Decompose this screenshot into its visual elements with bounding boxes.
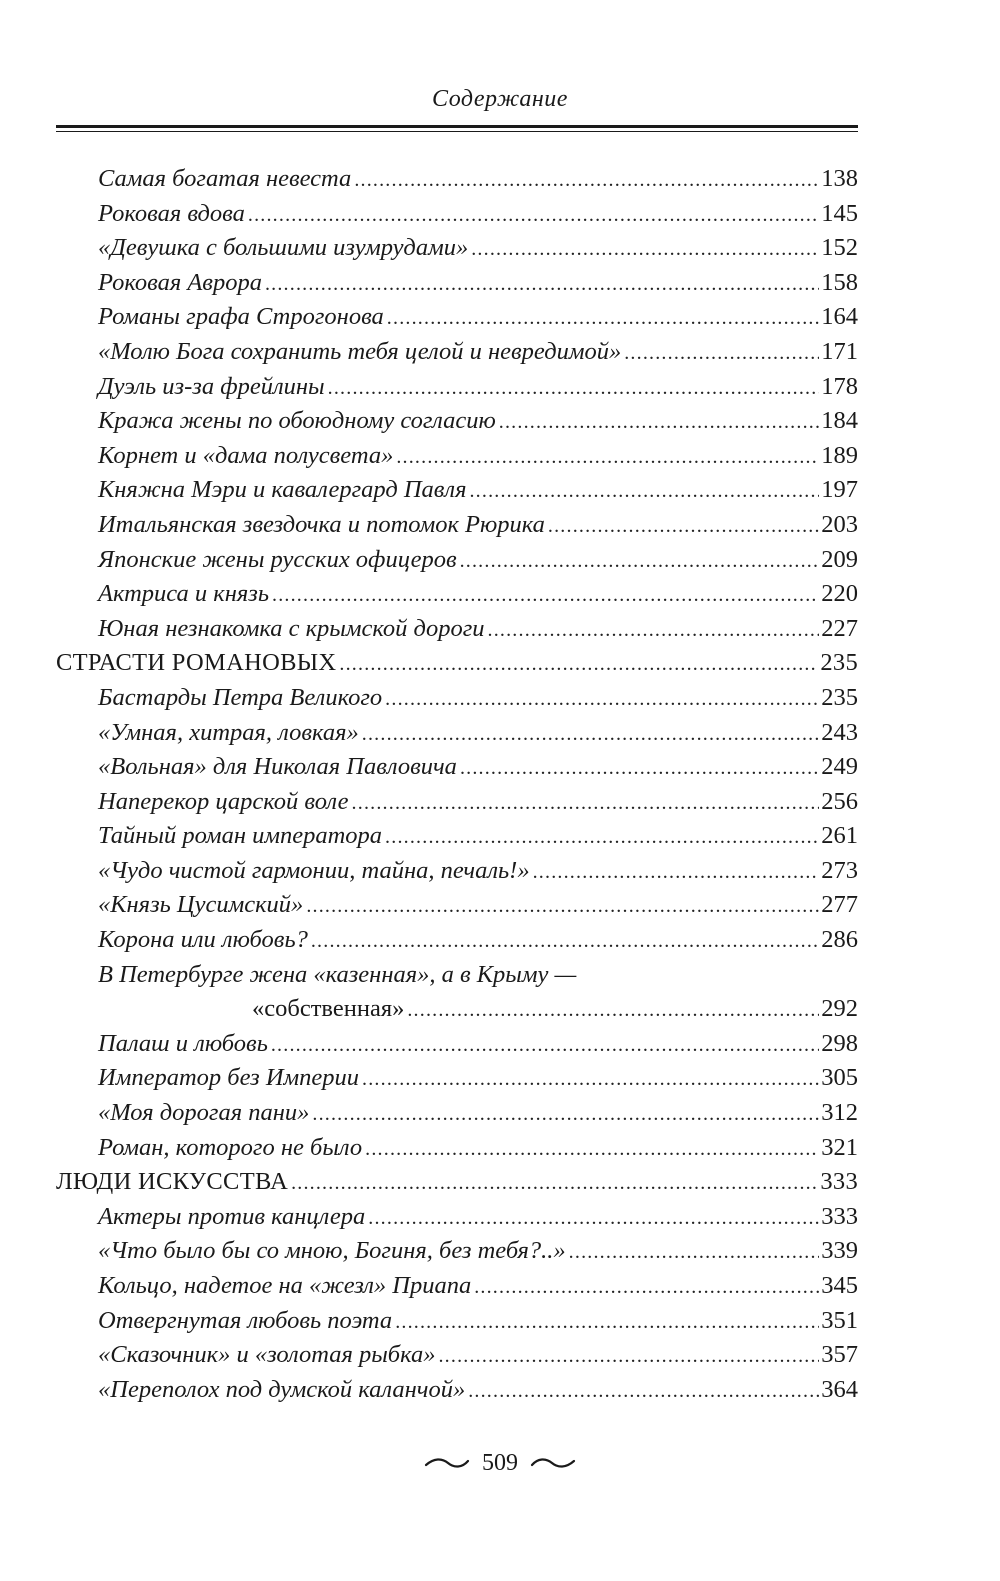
toc-page-number: 321 xyxy=(821,1133,858,1161)
toc-page-number: 351 xyxy=(821,1306,858,1334)
toc-dot-leader xyxy=(368,1201,819,1236)
toc-entry-row xyxy=(56,819,858,854)
toc-page-number: 184 xyxy=(821,407,858,435)
toc-page-number: 305 xyxy=(821,1064,858,1092)
toc-dot-leader xyxy=(569,1235,820,1270)
toc-dot-leader xyxy=(339,647,818,682)
toc-dot-leader xyxy=(407,993,819,1028)
table-of-contents xyxy=(56,162,858,1407)
toc-page-number: 152 xyxy=(821,234,858,262)
toc-entry-title: «Умная, хитрая, ловкая» xyxy=(98,718,359,746)
toc-entry-row xyxy=(56,681,858,716)
toc-entry-row xyxy=(56,716,858,751)
toc-entry-row xyxy=(56,266,858,301)
toc-section-title: ЛЮДИ ИСКУССТВА xyxy=(56,1168,289,1196)
toc-entry-row xyxy=(56,923,858,958)
toc-dot-leader xyxy=(265,267,819,302)
toc-entry-title: Княжна Мэри и кавалергард Павля xyxy=(98,476,467,504)
toc-dot-leader xyxy=(385,682,819,717)
toc-entry-title: Бастарды Петра Великого xyxy=(98,683,383,711)
toc-page-number: 333 xyxy=(820,1168,858,1196)
toc-page-number: 345 xyxy=(821,1272,858,1299)
toc-dot-leader xyxy=(291,1166,818,1201)
running-header-title: Содержание xyxy=(432,86,568,112)
toc-page-number: 249 xyxy=(821,753,858,781)
toc-entry-title: Император без Империи xyxy=(98,1064,360,1092)
toc-page-number: 292 xyxy=(821,995,858,1023)
toc-entry-title: «Молю Бога сохранить тебя целой и невредимой» xyxy=(98,337,622,365)
toc-entry-title: Роман, которого не было xyxy=(98,1133,363,1161)
toc-dot-leader xyxy=(624,336,819,371)
toc-entry-title: Самая богатая невеста xyxy=(98,165,352,192)
toc-entry-title: В Петербурге жена «казенная», а в Крыму — xyxy=(98,960,577,988)
toc-entry-row xyxy=(56,750,858,785)
toc-entry-row xyxy=(56,543,858,578)
header-rule-thin xyxy=(56,131,858,132)
toc-page-number: 273 xyxy=(821,856,858,884)
toc-entry-title: «собственная» xyxy=(252,995,405,1023)
toc-entry-row xyxy=(56,992,858,1027)
page-footer xyxy=(0,1449,1000,1477)
toc-page-number: 197 xyxy=(821,476,858,504)
toc-entry-row xyxy=(56,162,858,197)
toc-page-number: 333 xyxy=(821,1202,858,1230)
toc-entry-title: «Переполох под думской каланчой» xyxy=(98,1375,466,1403)
toc-section-row xyxy=(56,1165,858,1200)
toc-entry-row xyxy=(56,854,858,889)
toc-dot-leader xyxy=(272,578,819,613)
toc-entry-row xyxy=(56,473,858,508)
toc-entry-title: Романы графа Строгонова xyxy=(98,303,384,331)
toc-entry-title: Дуэль из-за фрейлины xyxy=(98,372,325,400)
toc-entry-row xyxy=(56,439,858,474)
toc-page-number: 220 xyxy=(821,580,858,608)
toc-page-number: 189 xyxy=(821,441,858,469)
toc-entry-title: Юная незнакомка с крымской дороги xyxy=(98,614,485,642)
toc-dot-leader xyxy=(362,717,819,752)
toc-page-number: 277 xyxy=(821,891,858,919)
toc-entry-row xyxy=(56,370,858,405)
toc-page-number: 203 xyxy=(821,510,858,538)
toc-page-number: 145 xyxy=(821,199,858,227)
toc-page-number: 235 xyxy=(821,683,858,711)
toc-page-number: 312 xyxy=(821,1099,858,1127)
toc-entry-row xyxy=(56,508,858,543)
toc-dot-leader xyxy=(387,301,819,336)
toc-page-number: 178 xyxy=(821,372,858,400)
toc-dot-leader xyxy=(438,1339,819,1374)
toc-dot-leader xyxy=(312,1097,819,1132)
toc-dot-leader xyxy=(460,751,819,786)
toc-dot-leader xyxy=(362,1062,819,1097)
toc-entry-title: Наперекор царской воле xyxy=(98,787,349,815)
toc-dot-leader xyxy=(499,405,819,440)
toc-page-number: 227 xyxy=(821,614,858,642)
toc-entry-title: Кража жены по обоюдному согласию xyxy=(98,407,496,435)
toc-entry-row xyxy=(56,404,858,439)
toc-entry-row xyxy=(56,231,858,266)
toc-entry-title: «Моя дорогая пани» xyxy=(98,1099,310,1127)
toc-entry-title: Отвергнутая любовь поэта xyxy=(98,1306,393,1334)
toc-dot-leader xyxy=(469,474,819,509)
toc-section-row xyxy=(56,646,858,681)
toc-dot-leader xyxy=(385,820,819,855)
header-rule-thick xyxy=(56,125,858,128)
toc-entry-row xyxy=(56,1061,858,1096)
left-swash-ornament-icon xyxy=(424,1450,470,1477)
toc-entry-title: «Что было бы со мною, Богиня, без тебя?..» xyxy=(98,1237,566,1265)
toc-entry-row xyxy=(56,335,858,370)
toc-dot-leader xyxy=(395,1305,819,1340)
toc-page-number: 298 xyxy=(821,1029,858,1057)
toc-page-number: 209 xyxy=(821,545,858,573)
toc-page-number: 256 xyxy=(821,787,858,815)
toc-entry-title: «Сказочник» и «золотая рыбка» xyxy=(98,1341,436,1369)
toc-entry-row xyxy=(56,197,858,232)
toc-entry-row xyxy=(56,1027,858,1062)
toc-entry-title: Корнет и «дама полусвета» xyxy=(98,441,394,469)
toc-dot-leader xyxy=(533,855,820,890)
toc-page-number: 261 xyxy=(821,822,858,850)
toc-entry-row xyxy=(56,1338,858,1373)
toc-dot-leader xyxy=(354,163,819,198)
toc-entry-title: Актеры против канцлера xyxy=(98,1202,366,1230)
toc-entry-row xyxy=(56,1373,858,1408)
toc-dot-leader xyxy=(468,1374,819,1409)
toc-dot-leader xyxy=(352,786,820,821)
toc-entry-row xyxy=(56,888,858,923)
toc-section-title: СТРАСТИ РОМАНОВЫХ xyxy=(56,649,337,677)
toc-page-number: 243 xyxy=(821,718,858,746)
toc-entry-row xyxy=(56,1234,858,1269)
toc-entry-title: Актриса и князь xyxy=(98,580,269,608)
toc-page-number: 235 xyxy=(820,649,858,677)
toc-page-number: 158 xyxy=(821,268,858,296)
toc-dot-leader xyxy=(548,509,819,544)
toc-entry-title: Итальянская звездочка и потомок Рюрика xyxy=(98,510,545,538)
toc-dot-leader xyxy=(474,1270,819,1305)
toc-entry-title: «Князь Цусимский» xyxy=(98,891,304,919)
toc-page-number: 171 xyxy=(821,337,858,365)
right-swash-ornament-icon xyxy=(530,1450,576,1477)
toc-entry-title: Кольцо, надетое на «жезл» Приапа xyxy=(98,1272,472,1299)
toc-entry-title: Роковая Аврора xyxy=(98,268,262,296)
toc-entry-row xyxy=(56,577,858,612)
toc-entry-row xyxy=(56,958,858,993)
toc-entry-row xyxy=(56,785,858,820)
toc-entry-title: Тайный роман императора xyxy=(98,822,383,850)
toc-entry-row xyxy=(56,1304,858,1339)
toc-dot-leader xyxy=(271,1028,819,1063)
toc-page-number: 286 xyxy=(821,926,858,954)
toc-entry-title: «Чудо чистой гармонии, тайна, печаль!» xyxy=(98,856,530,884)
toc-entry-title: «Девушка с большими изумрудами» xyxy=(98,234,469,262)
toc-dot-leader xyxy=(471,232,819,267)
toc-dot-leader xyxy=(306,889,819,924)
toc-page-number: 138 xyxy=(821,165,858,192)
toc-entry-title: «Вольная» для Николая Павловича xyxy=(98,753,457,781)
toc-entry-row xyxy=(56,1131,858,1166)
toc-entry-title: Палаш и любовь xyxy=(98,1029,268,1057)
toc-entry-title: Корона или любовь? xyxy=(98,926,308,954)
toc-entry-row xyxy=(56,1096,858,1131)
toc-dot-leader xyxy=(311,924,819,959)
toc-dot-leader xyxy=(365,1132,819,1167)
toc-entry-title: Японские жены русских офицеров xyxy=(98,545,457,573)
toc-entry-row xyxy=(56,1269,858,1304)
toc-dot-leader xyxy=(396,440,819,475)
toc-entry-title: Роковая вдова xyxy=(98,199,245,227)
toc-dot-leader xyxy=(328,371,820,406)
toc-entry-row xyxy=(56,300,858,335)
toc-entry-row xyxy=(56,612,858,647)
page-number: 509 xyxy=(482,1449,518,1476)
toc-page-number: 164 xyxy=(821,303,858,331)
toc-dot-leader xyxy=(460,544,820,579)
toc-entry-row xyxy=(56,1200,858,1235)
toc-page-number: 364 xyxy=(821,1375,858,1403)
toc-dot-leader xyxy=(488,613,820,648)
toc-dot-leader xyxy=(248,198,819,233)
toc-page-number: 339 xyxy=(821,1237,858,1265)
toc-page-number: 357 xyxy=(821,1341,858,1369)
